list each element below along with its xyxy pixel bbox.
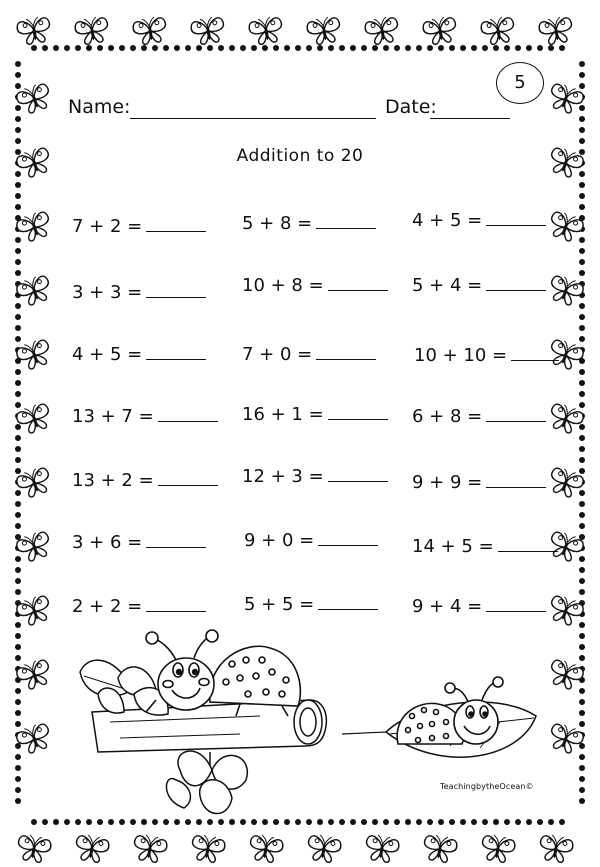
problem-item: 4 + 5 = — [412, 210, 546, 231]
name-label: Name: — [68, 96, 131, 118]
problem-item: 4 + 5 = — [72, 344, 206, 365]
problem-item: 5 + 8 = — [242, 213, 376, 234]
problem-item: 5 + 4 = — [412, 275, 546, 296]
problem-item: 6 + 8 = — [412, 406, 546, 427]
log-illustration — [92, 700, 326, 752]
problem-item: 5 + 5 = — [244, 594, 378, 615]
problem-item: 10 + 10 = — [414, 345, 559, 366]
worksheet-title: Addition to 20 — [236, 146, 364, 166]
credit-text: TeachingbytheOcean© — [440, 782, 534, 791]
problem-item: 7 + 0 = — [242, 344, 376, 365]
problem-item: 10 + 8 = — [242, 275, 388, 296]
problem-item: 9 + 0 = — [244, 530, 378, 551]
problem-item: 13 + 2 = — [72, 470, 218, 491]
problem-item: 14 + 5 = — [412, 536, 558, 557]
problem-item: 16 + 1 = — [242, 404, 388, 425]
problem-item: 13 + 7 = — [72, 406, 218, 427]
problem-item: 3 + 6 = — [72, 532, 206, 553]
ladybug-icon — [146, 630, 300, 716]
problem-item: 2 + 2 = — [72, 596, 206, 617]
problem-item: 9 + 9 = — [412, 472, 546, 493]
problem-item: 9 + 4 = — [412, 596, 546, 617]
page-number-badge: 5 — [496, 62, 544, 104]
date-label: Date: — [385, 96, 437, 118]
problem-item: 7 + 2 = — [72, 216, 206, 237]
problem-item: 12 + 3 = — [242, 466, 388, 487]
ladybug-icon — [397, 677, 503, 744]
problem-item: 3 + 3 = — [72, 282, 206, 303]
